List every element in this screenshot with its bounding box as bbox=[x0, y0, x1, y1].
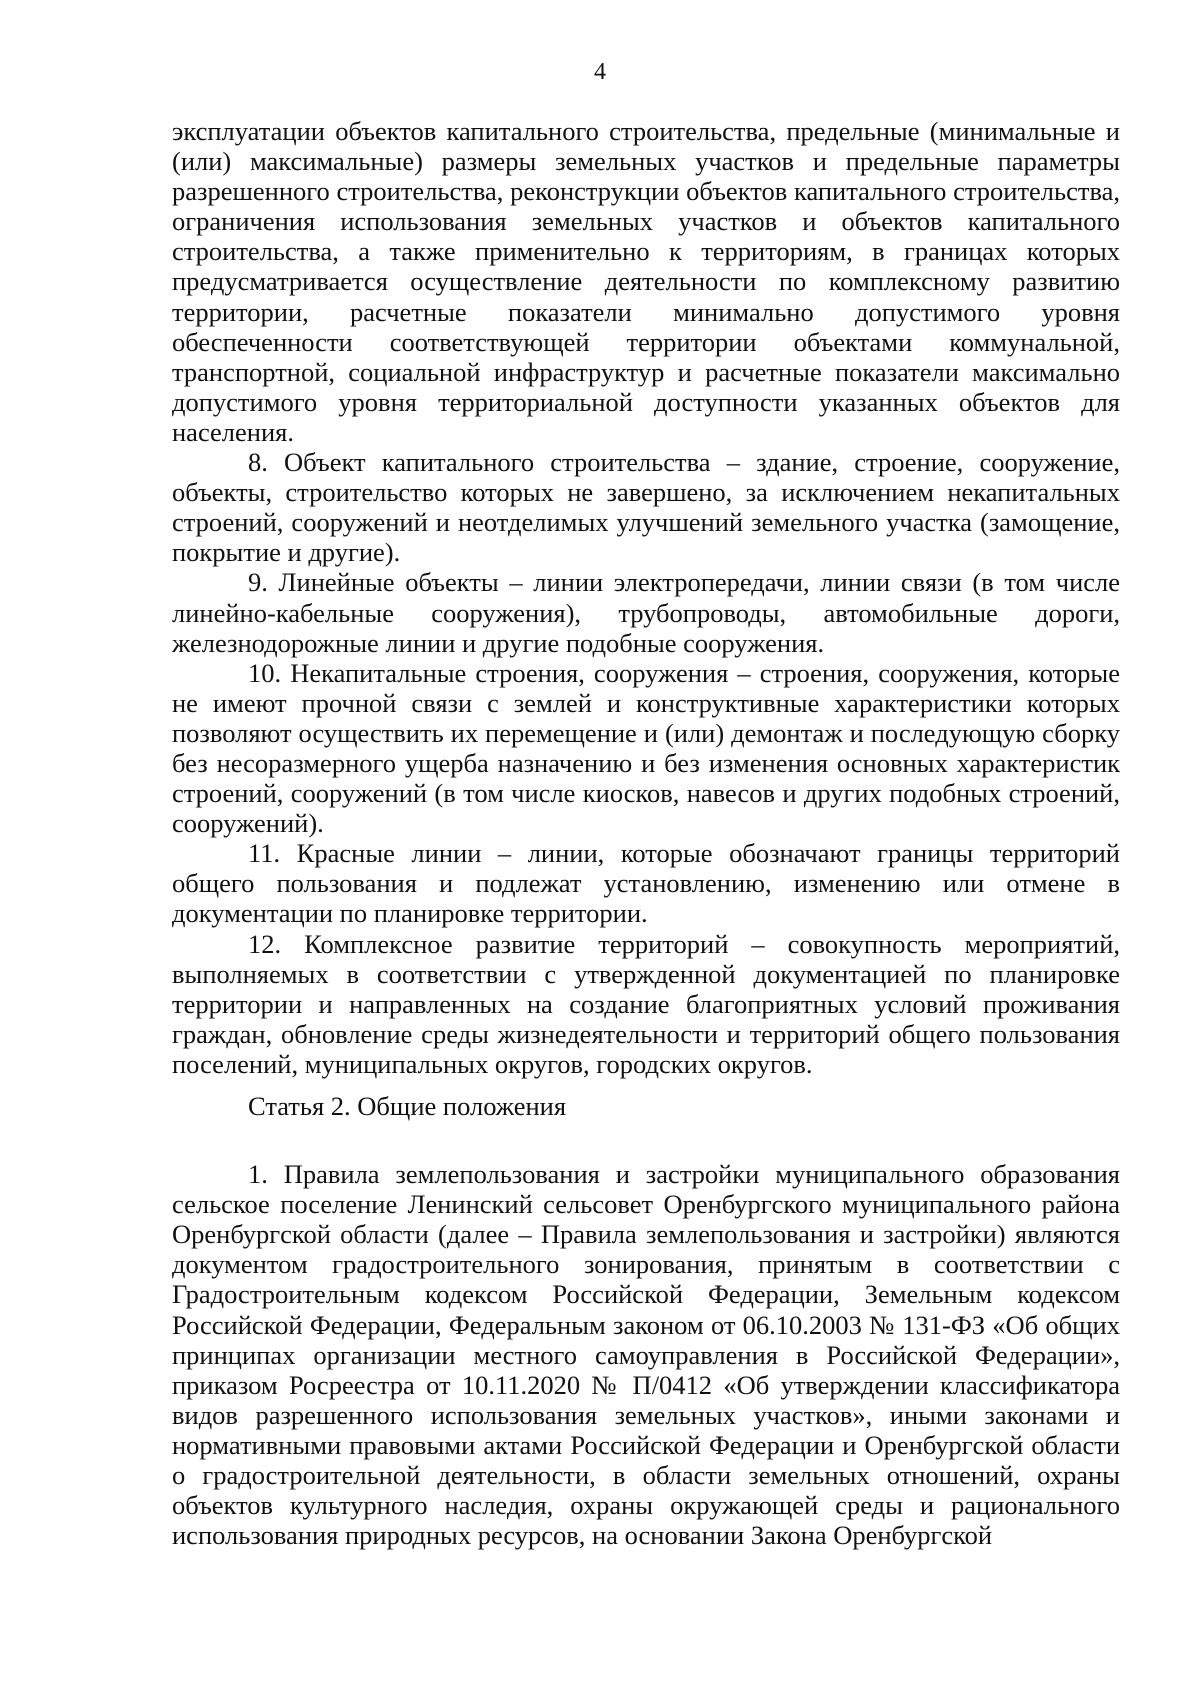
paragraph-definition-10: 10. Некапитальные строения, сооружения – строения, сооружения, которые не имеют прочной связи с землей и конструктивные характеристики которых позволяют осуществить их перемещение и (или) демонтаж и последующую сборку без несоразмерного ущерба назначению и без изменения основных характеристик строений, сооружений (в том числе киосков, навесов и других подобных строений, сооружений). bbox=[172, 657, 1120, 839]
paragraph-article-2-item-1: 1. Правила землепользования и застройки муниципального образования сельское поселение Ленинский сельсовет Оренбургского муниципального района Оренбургской области (далее – Правила землепользования и застройки) являются документом градостроительного зонирования, принятым в соответствии с Градостроительным кодексом Российской Федерации, Земельным кодексом Российской Федерации, Федеральным законом от 06.10.2003 № 131-ФЗ «Об общих принципах организации местного самоуправления в Российской Федерации», приказом Росреестра от 10.11.2020 № П/0412 «Об утверждении классификатора видов разрешенного использования земельных участков», иными законами и нормативными правовыми актами Российской Федерации и Оренбургской области о градостроительной деятельности, в области земельных отношений, охраны объектов культурного наследия, охраны окружающей среды и рационального использования природных ресурсов, на основании Закона Оренбургской bbox=[172, 1159, 1120, 1551]
paragraph-definition-9: 9. Линейные объекты – линии электропередачи, линии связи (в том числе линейно-кабельные сооружения), трубопроводы, автомобильные дороги, железнодорожные линии и другие подобные сооружения. bbox=[172, 567, 1120, 658]
paragraph-definition-11: 11. Красные линии – линии, которые обозначают границы территорий общего пользования и подлежат установлению, изменению или отмене в документации по планировке территории. bbox=[172, 838, 1120, 929]
paragraph-definition-12: 12. Комплексное развитие территорий – совокупность мероприятий, выполняемых в соответствии с утвержденной документацией по планировке территории и направленных на создание благоприятных условий проживания граждан, обновление среды жизнедеятельности и территорий общего пользования поселений, муниципальных округов, городских округов. bbox=[172, 928, 1120, 1079]
article-heading: Статья 2. Общие положения bbox=[248, 1091, 567, 1121]
page-number: 4 bbox=[594, 59, 606, 85]
document-body bbox=[172, 116, 1120, 1550]
paragraph-continuation: эксплуатации объектов капитального строительства, предельные (минимальные и (или) максимальные) размеры земельных участков и предельные параметры разрешенного строительства, реконструкции объектов капитального строительства, ограничения использования земельных участков и объектов капитального строительства, а также применительно к территориям, в границах которых предусматривается осуществление деятельности по комплексному развитию территории, расчетные показатели минимально допустимого уровня обеспеченности соответствующей территории объектами коммунальной, транспортной, социальной инфраструктур и расчетные показатели максимально допустимого уровня территориальной доступности указанных объектов для населения. bbox=[172, 116, 1120, 447]
paragraph-definition-8: 8. Объект капитального строительства – здание, строение, сооружение, объекты, строительство которых не завершено, за исключением некапитальных строений, сооружений и неотделимых улучшений земельного участка (замощение, покрытие и другие). bbox=[172, 447, 1120, 568]
